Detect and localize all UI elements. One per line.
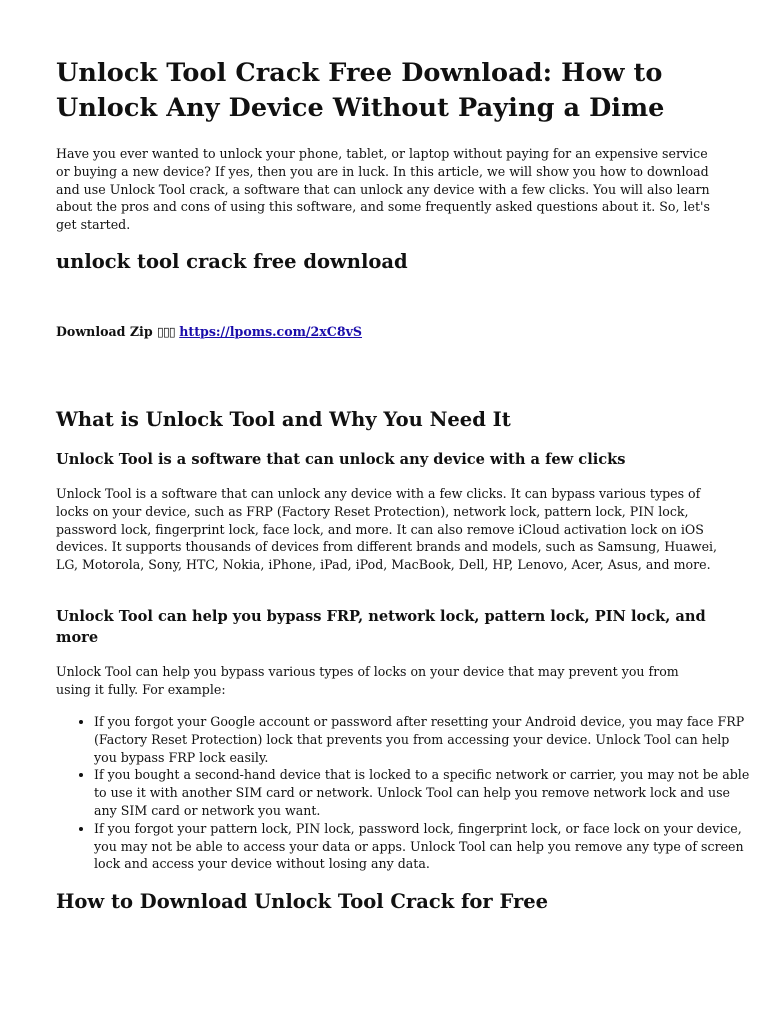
list-item: • If you bought a second-hand device that is locked to a specific network or carrier, you may not be able to use it with another SIM card or network. Unlock Tool can help you remove network lock and use any SIM card or network you want. — [94, 766, 754, 819]
section2-heading: How to Download Unlock Tool Crack for Free — [56, 890, 549, 913]
keyword-heading: unlock tool crack free download — [56, 250, 408, 273]
section1-paragraph-2: Unlock Tool can help you bypass various types of locks on your device that may prevent you from using it fully. For example: — [56, 664, 679, 697]
list-item: • If you forgot your Google account or password after resetting your Android device, you may face FRP (Factory Reset Protection) lock that prevents you from accessing your device. Unlock Tool can help you bypass FRP lock easily. — [94, 713, 754, 766]
arrow-glyph-icon: ▯▯▯ — [157, 324, 175, 339]
section1-paragraph-1: Unlock Tool is a software that can unlock any device with a few clicks. It can bypass various types of locks on your device, such as FRP (Factory Reset Protection), network lock, pattern lock, PIN lock, password lock, fingerprint lock, face lock, and more. It can also remove iCloud activation lock on iOS devices. It supports thousands of devices from different brands and models, such as Samsung, Huawei, LG, Motorola, Sony, HTC, Nokia, iPhone, iPad, iPod, MacBook, Dell, HP, Lenovo, Acer, Asus, and more. — [56, 486, 718, 573]
section1-subheading-2: Unlock Tool can help you bypass FRP, network lock, pattern lock, PIN lock, and more — [56, 608, 706, 646]
download-label: Download Zip — [56, 324, 153, 339]
section1-subheading-1: Unlock Tool is a software that can unlock any device with a few clicks — [56, 451, 626, 468]
intro-paragraph: Have you ever wanted to unlock your phone, tablet, or laptop without paying for an expensive service or buying a new device? If yes, then you are in luck. In this article, we will show you how to download and use Unlock Tool crack, a software that can unlock any device with a few clicks. You will also learn about the pros and cons of using this software, and some frequently asked questions about it. So, let's get started. — [56, 146, 710, 233]
lock-examples-list — [56, 713, 754, 873]
download-line — [56, 323, 362, 341]
article-title: Unlock Tool Crack Free Download: How to Unlock Any Device Without Paying a Dime — [56, 58, 665, 123]
section1-heading: What is Unlock Tool and Why You Need It — [56, 408, 511, 431]
list-item: • If you forgot your pattern lock, PIN lock, password lock, fingerprint lock, or face lock on your device, you may not be able to access your data or apps. Unlock Tool can help you remove any type of screen lock and access your device without losing any data. — [94, 820, 754, 873]
download-link[interactable]: https://lpoms.com/2xC8vS — [179, 324, 363, 339]
